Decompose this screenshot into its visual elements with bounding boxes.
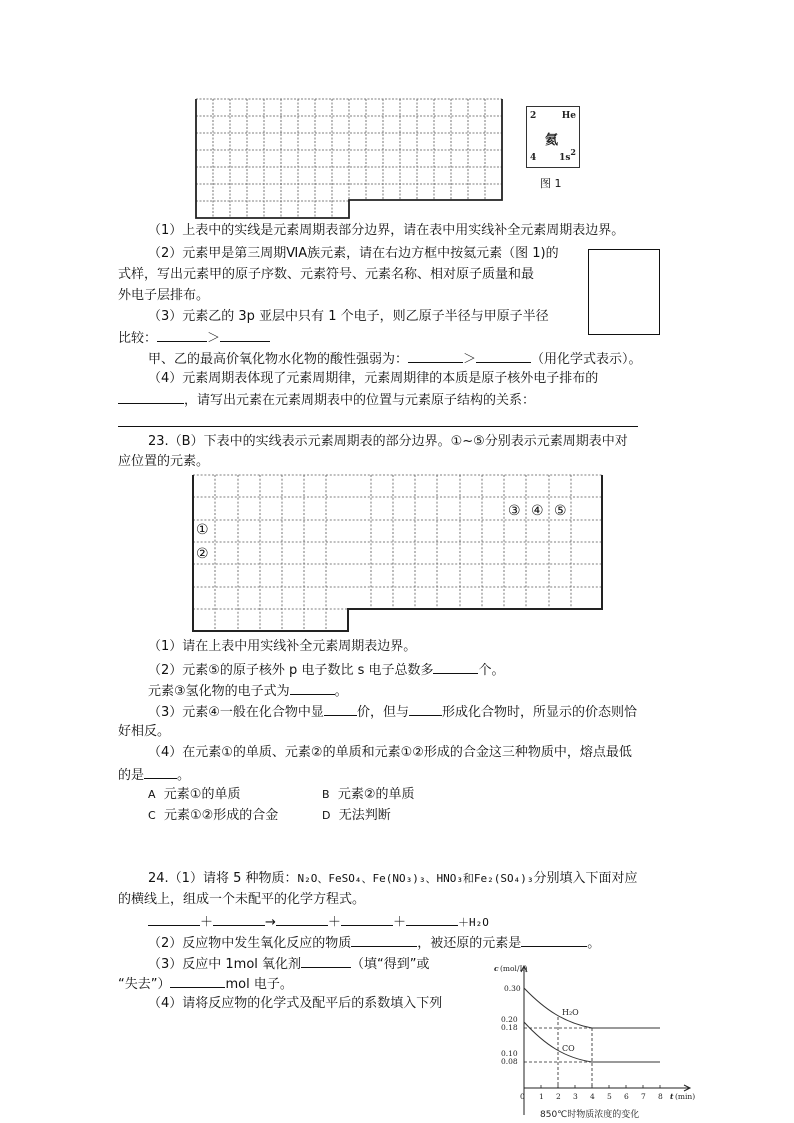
eq-blank-5[interactable] [406, 912, 458, 926]
svg-text:0.20: 0.20 [501, 1015, 518, 1024]
option-b[interactable] [322, 786, 414, 804]
option-a[interactable] [148, 786, 240, 804]
option-text: 元素①的单质 [163, 787, 241, 802]
q22-part1: （1）上表中的实线是元素周期表部分边界，请在表中用实线补全元素周期表边界。 [148, 223, 625, 238]
option-key: A [148, 788, 156, 801]
element-name: 氦 [545, 133, 559, 148]
p-electron-suffix: 个。 [478, 663, 505, 678]
concentration-chart [490, 955, 700, 1123]
helium-element-box [526, 106, 580, 168]
q22-part2b: 式样，写出元素甲的原子序数、元素符号、元素名称、相对原子质量和最 [118, 267, 535, 282]
svg-text:8: 8 [658, 1092, 663, 1101]
element-symbol: He [561, 111, 576, 121]
acidity-suffix: （用化学式表示）。 [531, 352, 642, 367]
option-key: D [322, 809, 331, 822]
q24-part3b [118, 974, 293, 994]
q23-part1: （1）请在上表中用实线补全元素周期表边界。 [148, 639, 417, 654]
gain-lose-blank[interactable] [301, 954, 351, 968]
config-base: 1s [559, 153, 571, 163]
eq-blank-4[interactable] [341, 912, 393, 926]
atomic-mass: 4 [530, 153, 537, 163]
plus-sign: ＋ [392, 915, 406, 930]
compare-label: 比较： [118, 331, 158, 346]
q22-part4b [118, 390, 535, 410]
svg-text:3: 3 [573, 1092, 578, 1101]
plus-sign: ＋ [200, 915, 214, 930]
mol-suffix: mol 电子。 [225, 977, 293, 992]
q23-part2b [148, 681, 348, 701]
answer-box-element-jia[interactable] [588, 249, 660, 335]
option-d[interactable] [322, 807, 391, 825]
q23-intro-b: 应位置的元素。 [118, 454, 210, 469]
gt-sign: ＞ [207, 331, 221, 346]
valence-mid: 价，但与 [356, 705, 409, 720]
svg-text:0.10: 0.10 [501, 1049, 518, 1058]
marker-2: ② [196, 546, 209, 562]
hydride-blank[interactable] [290, 681, 335, 695]
lowest-mp-blank[interactable] [144, 765, 177, 779]
relation-prompt: ，请写出元素在元素周期表中的位置与元素原子结构的关系： [184, 393, 536, 408]
config-sup: 2 [570, 147, 576, 157]
svg-text:2: 2 [556, 1092, 561, 1101]
marker-4: ④ [531, 503, 544, 519]
arrow-icon: → [265, 915, 276, 930]
svg-text:1: 1 [539, 1092, 544, 1101]
option-text: 元素①②形成的合金 [163, 808, 279, 823]
marker-1: ① [196, 522, 209, 538]
q23-intro-a: 23.（B）下表中的实线表示元素周期表的部分边界。①~⑤分别表示元素周期表中对 [148, 434, 628, 449]
fill-hint: （填“得到”或 [351, 957, 430, 972]
relation-answer-line[interactable] [118, 426, 638, 427]
svg-text:(mol/L): (mol/L) [500, 964, 528, 973]
option-key: B [322, 788, 330, 801]
q22-part2a: （2）元素甲是第三周期ⅥA族元素，请在右边方框中按氦元素（图 1)的 [148, 246, 559, 261]
water-term: ＋H₂O [457, 916, 489, 929]
valence-label: （3）元素④一般在化合物中显 [148, 705, 324, 720]
reduced-blank[interactable] [521, 933, 587, 947]
h2o-label: H₂O [562, 1008, 579, 1017]
option-key: C [148, 809, 156, 822]
q22-part3b [118, 328, 270, 348]
q22-part2c: 外电子层排布。 [118, 288, 210, 303]
figure-1-caption: 图 1 [540, 177, 562, 190]
periodic-table-grid-1 [190, 94, 510, 224]
q24-suffix: 分别填入下面对应 [533, 871, 638, 886]
oxidized-blank[interactable] [351, 933, 417, 947]
p-electron-blank[interactable] [433, 660, 478, 674]
svg-text:t: t [670, 1092, 674, 1101]
lowest-mp-label: 的是 [118, 768, 145, 783]
lose-label: “失去”） [118, 977, 171, 992]
q24-part1b: 的横线上，组成一个未配平的化学方程式。 [118, 892, 366, 907]
q23-part3b: 好相反。 [118, 724, 171, 739]
q22-part4a: （4）元素周期表体现了元素周期律，元素周期律的本质是原子核外电子排布的 [148, 371, 599, 386]
q24-part3a [148, 954, 430, 974]
reduced-label: ，被还原的元素是 [417, 936, 522, 951]
q23-part4a: （4）在元素①的单质、元素②的单质和元素①②形成的合金这三种物质中，熔点最低 [148, 745, 632, 760]
eq-blank-3[interactable] [276, 912, 328, 926]
option-c[interactable] [148, 807, 278, 825]
q22-part3a: （3）元素乙的 3p 亚层中只有 1 个电子，则乙原子半径与甲原子半径 [148, 309, 549, 324]
svg-text:0.30: 0.30 [504, 984, 521, 993]
q23-part3a [148, 702, 637, 722]
valence-suffix: 形成化合物时，所显示的价态则恰 [441, 705, 637, 720]
equation-line [148, 912, 489, 932]
marker-3: ③ [508, 503, 521, 519]
svg-text:0: 0 [520, 1092, 525, 1101]
svg-text:(min): (min) [675, 1092, 696, 1101]
substances-list: N₂O、FeSO₄、Fe(NO₃)₃、HNO₃和Fe₂(SO₄)₃ [297, 872, 534, 885]
radius-blank-1[interactable] [157, 328, 207, 342]
eq-blank-1[interactable] [148, 912, 200, 926]
q24-part1a [148, 870, 638, 888]
essence-blank[interactable] [118, 390, 184, 404]
periodic-table-grid-2 [185, 470, 610, 635]
electron-config [559, 147, 576, 163]
svg-text:7: 7 [641, 1092, 646, 1101]
radius-blank-2[interactable] [220, 328, 270, 342]
oxidant-label: （3）反应中 1mol 氧化剂 [148, 957, 302, 972]
oxidized-label: （2）反应物中发生氧化反应的物质 [148, 936, 352, 951]
option-text: 元素②的单质 [337, 787, 415, 802]
option-text: 无法判断 [338, 808, 391, 823]
valence-blank[interactable] [324, 702, 357, 716]
lowest-mp-suffix: 。 [177, 768, 191, 783]
q24-prefix: 24.（1）请将 5 种物质： [148, 871, 298, 886]
svg-text:0.08: 0.08 [501, 1057, 518, 1066]
svg-text:c: c [494, 964, 499, 973]
svg-text:4: 4 [590, 1092, 595, 1101]
eq-blank-2[interactable] [213, 912, 265, 926]
atomic-number: 2 [530, 111, 537, 121]
q24-part2 [148, 933, 600, 953]
acidity-label: 甲、乙的最高价氧化物水化物的酸性强弱为： [148, 352, 409, 367]
svg-text:5: 5 [607, 1092, 612, 1101]
q23-part4b [118, 765, 190, 785]
plus-sign: ＋ [327, 915, 341, 930]
p2-suffix: 。 [587, 936, 601, 951]
svg-text:6: 6 [624, 1092, 629, 1101]
q22-part3c [148, 349, 642, 369]
mol-blank[interactable] [170, 974, 225, 988]
acidity-blank-2[interactable] [476, 349, 531, 363]
co-label: CO [562, 1044, 575, 1053]
p-electron-label: （2）元素⑤的原子核外 p 电子数比 s 电子总数多 [148, 663, 434, 678]
marker-5: ⑤ [554, 503, 567, 519]
q23-part2a [148, 660, 505, 680]
q24-part4: （4）请将反应物的化学式及配平后的系数填入下列 [148, 996, 443, 1011]
svg-text:850℃时物质浓度的变化: 850℃时物质浓度的变化 [540, 1110, 640, 1120]
acidity-blank-1[interactable] [408, 349, 463, 363]
gt-sign: ＞ [463, 352, 477, 367]
svg-text:0.18: 0.18 [501, 1023, 518, 1032]
hydride-label: 元素③氢化物的电子式为 [148, 684, 290, 699]
partner-blank[interactable] [409, 702, 442, 716]
hydride-suffix: 。 [334, 684, 348, 699]
